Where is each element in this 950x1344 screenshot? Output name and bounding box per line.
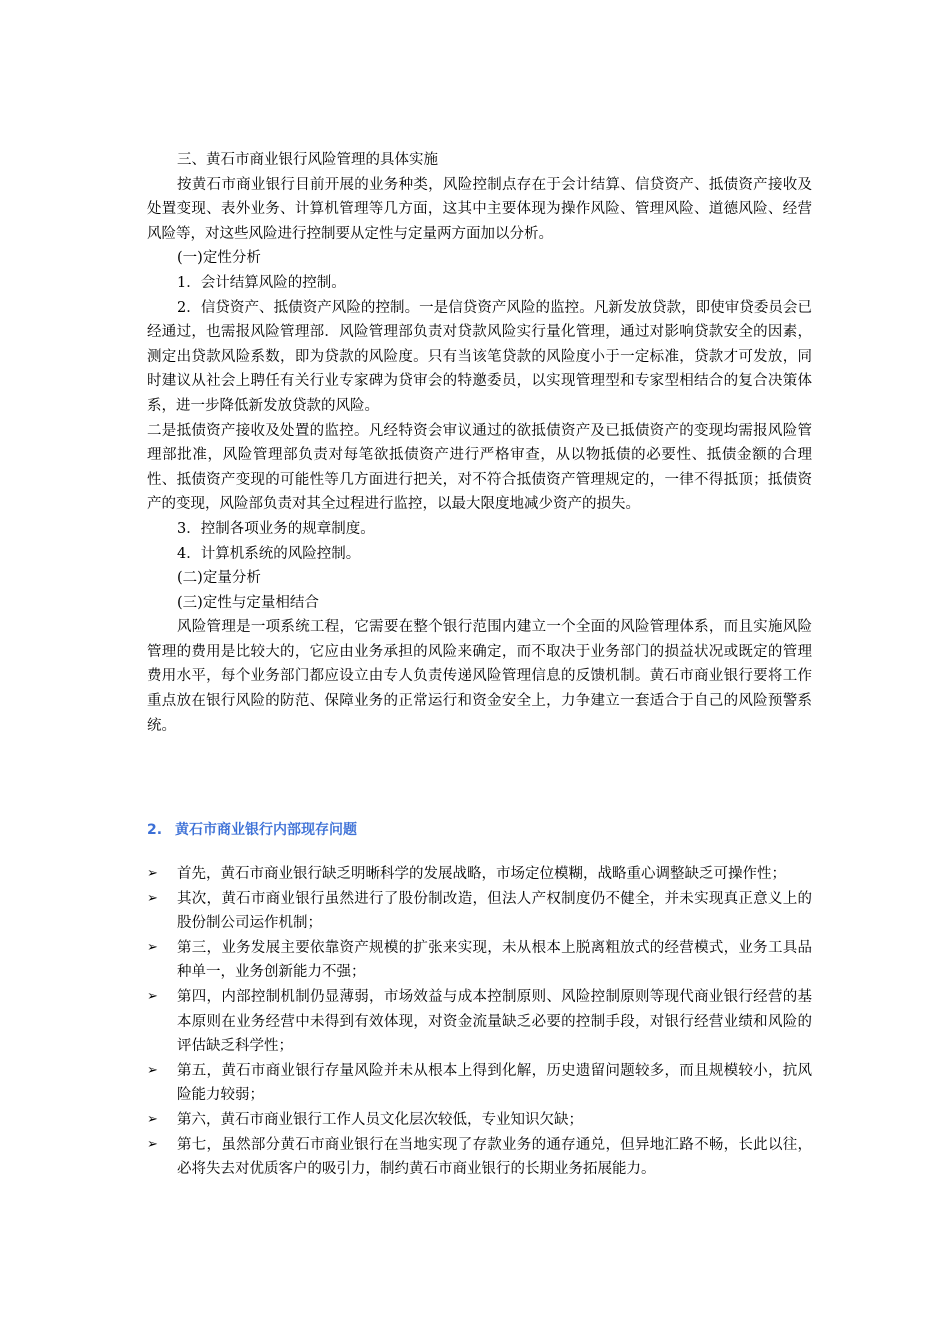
item-accounting-risk: 1．会计结算风险的控制。	[177, 274, 346, 291]
quantitative-heading: (二)定量分析	[177, 570, 261, 587]
list-item	[147, 985, 812, 1059]
list-item-text: 第五，黄石市商业银行存量风险并未从根本上得到化解，历史遗留问题较多，而且规模较小，抗风险能力较弱；	[177, 1062, 812, 1104]
list-item	[147, 1108, 812, 1133]
item-credit-asset-risk: 2．信贷资产、抵债资产风险的控制。一是信贷资产风险的监控。凡新发放贷款，即使审贷委员会已经通过，也需报风险管理部．风险管理部负责对贷款风险实行量化管理，通过对影响贷款安全的因素，测定出贷款风险系数，即为贷款的风险度。只有当该笔贷款的风险度小于一定标准，贷款才可发放，同时建议从社会上聘任有关行业专家碑为贷审会的特邀委员，以实现管理型和专家型相结合的复合决策体系，进一步降低新发放贷款的风险。	[147, 299, 812, 414]
list-item-text: 第三，业务发展主要依靠资产规模的扩张来实现，未从根本上脱离粗放式的经营模式，业务工具品种单一，业务创新能力不强；	[177, 939, 812, 981]
combined-heading: (三)定性与定量相结合	[177, 594, 319, 611]
arrow-bullet-icon: ➢	[147, 988, 158, 1004]
problem-list	[147, 862, 812, 1182]
section-three-body	[147, 148, 812, 738]
arrow-bullet-icon: ➢	[147, 1062, 158, 1078]
section-three-title: 三、黄石市商业银行风险管理的具体实施	[177, 152, 438, 168]
intro-paragraph: 按黄石市商业银行目前开展的业务种类，风险控制点存在于会计结算、信贷资产、抵债资产接收及处置变现、表外业务、计算机管理等几方面，这其中主要体现为操作风险、管理风险、道德风险、经营风险等，对这些风险进行控制要从定性与定量两方面加以分析。	[147, 176, 812, 242]
item-computer-risk: 4．计算机系统的风险控制。	[177, 545, 361, 562]
list-item	[147, 862, 812, 887]
arrow-bullet-icon: ➢	[147, 866, 158, 881]
arrow-bullet-icon: ➢	[147, 939, 158, 955]
list-item-text: 第六，黄石市商业银行工作人员文化层次较低，专业知识欠缺；	[177, 1111, 583, 1128]
list-item	[147, 936, 812, 985]
list-item	[147, 887, 812, 936]
section-two-heading	[147, 818, 357, 842]
list-item-text: 首先，黄石市商业银行缺乏明晰科学的发展战略，市场定位模糊，战略重心调整缺乏可操作性；	[177, 866, 786, 882]
conclusion-paragraph: 风险管理是一项系统工程，它需要在整个银行范围内建立一个全面的风险管理体系，而且实施风险管理的费用是比较大的，它应由业务承担的风险来确定，而不取决于业务部门的损益状况或既定的管理费用水平，每个业务部门都应设立由专人负责传递风险管理信息的反馈机制。黄石市商业银行要将工作重点放在银行风险的防范、保障业务的正常运行和资金安全上，力争建立一套适合于自己的风险预警系统。	[147, 619, 812, 734]
section-two-number: 2.	[147, 822, 163, 838]
section-two-title: 黄石市商业银行内部现存问题	[175, 822, 357, 838]
list-item-text: 第四，内部控制机制仍显薄弱，市场效益与成本控制原则、风险控制原则等现代商业银行经营的基本原则在业务经营中未得到有效体现，对资金流量缺乏必要的控制手段，对银行经营业绩和风险的评估缺乏科学性；	[177, 988, 812, 1055]
list-item-text: 第七，虽然部分黄石市商业银行在当地实现了存款业务的通存通兑，但异地汇路不畅，长此以往，必将失去对优质客户的吸引力，制约黄石市商业银行的长期业务拓展能力。	[177, 1136, 812, 1178]
list-item	[147, 1059, 812, 1108]
qualitative-heading: (一)定性分析	[177, 250, 261, 267]
arrow-bullet-icon: ➢	[147, 1136, 158, 1152]
item-credit-asset-risk-continued: 二是抵债资产接收及处置的监控。凡经特资会审议通过的欲抵债资产及已抵债资产的变现均需报风险管理部批准，风险管理部负责对每笔欲抵债资产进行严格审查，从以物抵债的必要性、抵债金额的合理性、抵债资产变现的可能性等几方面进行把关，对不符合抵债资产管理规定的，一律不得抵顶；抵债资产的变现，风险部负责对其全过程进行监控，以最大限度地减少资产的损失。	[147, 422, 812, 513]
arrow-bullet-icon: ➢	[147, 890, 158, 906]
list-item-text: 其次，黄石市商业银行虽然进行了股份制改造，但法人产权制度仍不健全，并未实现真正意义上的股份制公司运作机制；	[177, 890, 812, 932]
arrow-bullet-icon: ➢	[147, 1111, 158, 1127]
item-rules-control: 3．控制各项业务的规章制度。	[177, 520, 375, 537]
list-item	[147, 1133, 812, 1182]
